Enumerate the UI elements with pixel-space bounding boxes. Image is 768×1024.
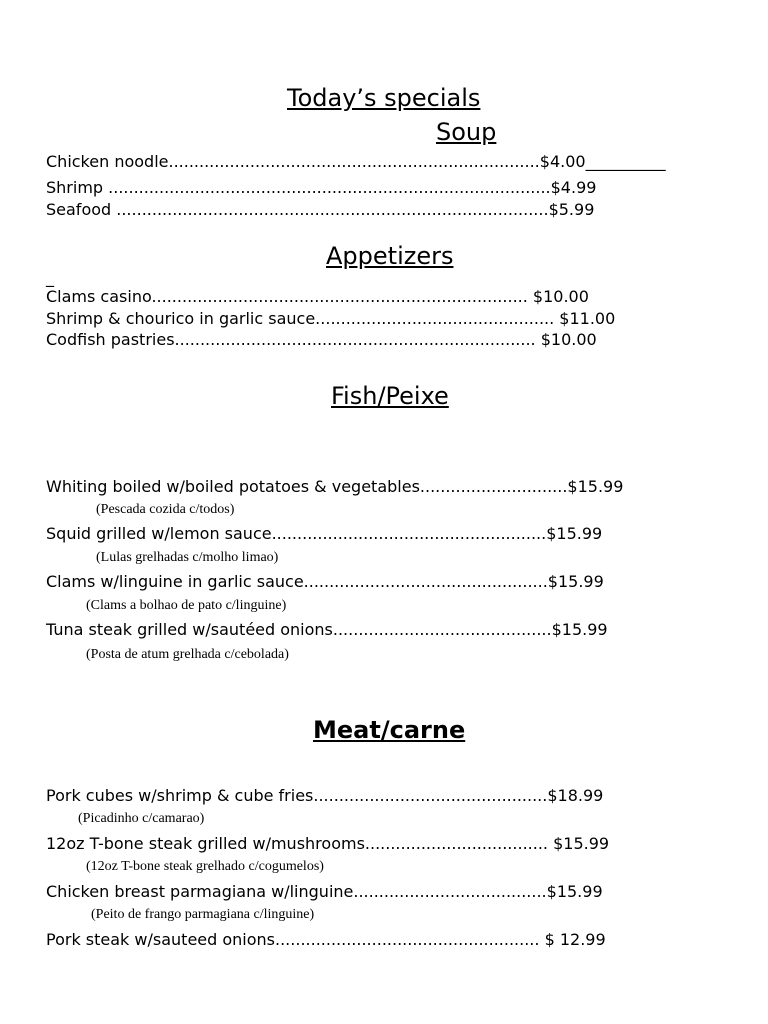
appetizers-mark: _: [46, 268, 54, 287]
meat-item-chicken-parmagiana-portuguese: (Peito de frango parmagiana c/linguine): [91, 907, 315, 922]
fish-item-tuna-steak-portuguese: (Posta de atum grelhada c/cebolada): [86, 647, 289, 662]
appetizers-heading: Appetizers: [326, 242, 454, 270]
fish-item-squid: Squid grilled w/lemon sauce......................................................$15.99: [46, 524, 603, 543]
soup-item-seafood: Seafood .....................................................................................$5.99: [46, 200, 595, 219]
fish-item-whiting: Whiting boiled w/boiled potatoes & vegetables.............................$15.99: [46, 477, 624, 496]
meat-item-tbone-steak-portuguese: (12oz T-bone steak grelhado c/cogumelos): [86, 859, 324, 874]
soup-item-shrimp: Shrimp .......................................................................................$4.99: [46, 178, 597, 197]
meat-item-pork-cubes-portuguese: (Picadinho c/camarao): [78, 811, 205, 826]
meat-item-chicken-parmagiana: Chicken breast parmagiana w/linguine......................................$15.99: [46, 882, 603, 901]
soup-heading: Soup: [436, 118, 497, 146]
fish-item-tuna-steak: Tuna steak grilled w/sautéed onions...........................................$15.99: [46, 620, 608, 639]
appetizer-item-codfish-pastries: Codfish pastries....................................................................... $10.00: [46, 330, 597, 349]
fish-heading: Fish/Peixe: [331, 382, 449, 410]
fish-item-clams-linguine-portuguese: (Clams a bolhao de pato c/linguine): [86, 598, 287, 613]
page-title: Today’s specials: [287, 84, 481, 112]
fish-item-clams-linguine: Clams w/linguine in garlic sauce................................................$15.99: [46, 572, 604, 591]
meat-item-pork-cubes: Pork cubes w/shrimp & cube fries..............................................$18.99: [46, 786, 604, 805]
fish-item-squid-portuguese: (Lulas grelhadas c/molho limao): [96, 550, 279, 565]
meat-item-pork-steak: Pork steak w/sauteed onions.................................................... $ 12.99: [46, 930, 606, 949]
meat-heading: Meat/carne: [313, 716, 466, 744]
soup-item-chicken-noodle: Chicken noodle.........................................................................$4.00__________: [46, 152, 666, 171]
meat-item-tbone-steak: 12oz T-bone steak grilled w/mushrooms.................................... $15.99: [46, 834, 610, 853]
appetizer-item-clams-casino: Clams casino.......................................................................... $10.00: [46, 287, 589, 306]
fish-item-whiting-portuguese: (Pescada cozida c/todos): [96, 502, 235, 517]
appetizer-item-shrimp-chourico: Shrimp & chourico in garlic sauce............................................... $11.00: [46, 309, 616, 328]
